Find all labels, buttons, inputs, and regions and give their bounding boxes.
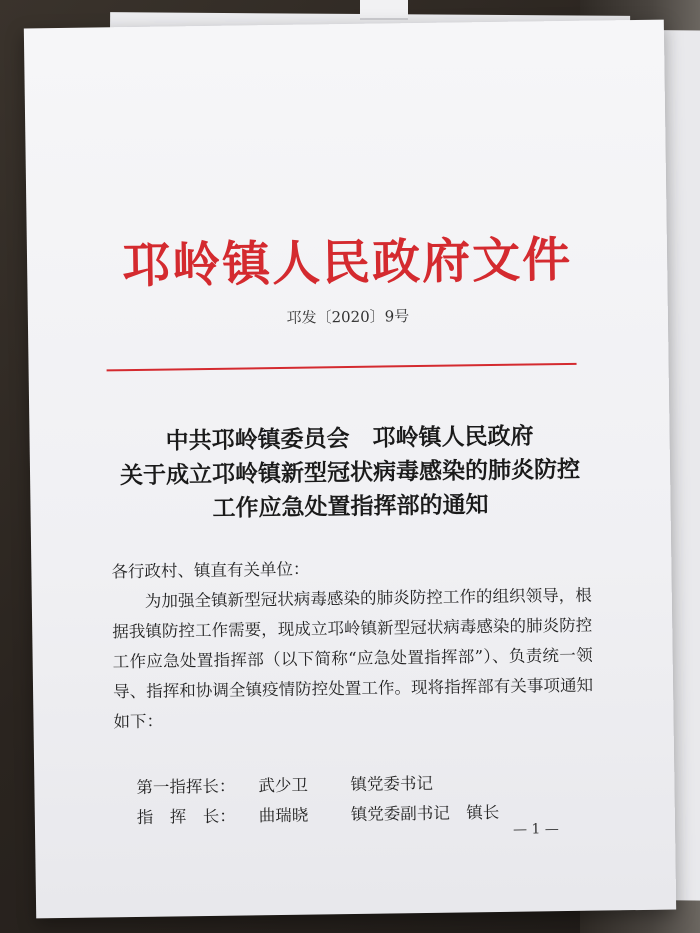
notice-title-line: 中共邛岭镇委员会 邛岭镇人民政府 [165, 422, 534, 455]
red-divider-rule [107, 363, 577, 372]
role-label: 指 挥 长： [136, 806, 236, 828]
top-object [360, 0, 408, 20]
role-label: 第一指挥长： [136, 776, 236, 798]
document-header-title: 邛岭镇人民政府文件 [121, 231, 573, 295]
body-paragraph: 为加强全镇新型冠状病毒感染的肺炎防控工作的组织领导，根据我镇防控工作需要，现成立邛岭镇新型冠状病毒感染的肺炎防控工作应急处置指挥部（以下简称“应急处置指挥部”）、负责统一领导、指挥和协调全镇疫情防控处置工作。现将指挥部有关事项通知如下： [112, 585, 594, 732]
page-number: — 1 — [512, 821, 559, 838]
notice-body [111, 551, 593, 738]
role-person: 曲瑞晓 [258, 805, 309, 826]
notice-title-line: 关于成立邛岭镇新型冠状病毒感染的肺炎防控 [119, 455, 581, 490]
document-number: 邛发〔2020〕9号 [286, 307, 410, 327]
role-position: 镇党委副书记 镇长 [350, 802, 500, 825]
role-person: 武少卫 [258, 775, 309, 796]
notice-title-line: 工作应急处置指挥部的通知 [212, 491, 489, 522]
role-position: 镇党委书记 [350, 773, 434, 795]
document-page [24, 20, 676, 919]
notice-title [29, 418, 670, 529]
salutation: 各行政村、镇直有关单位： [111, 559, 310, 582]
